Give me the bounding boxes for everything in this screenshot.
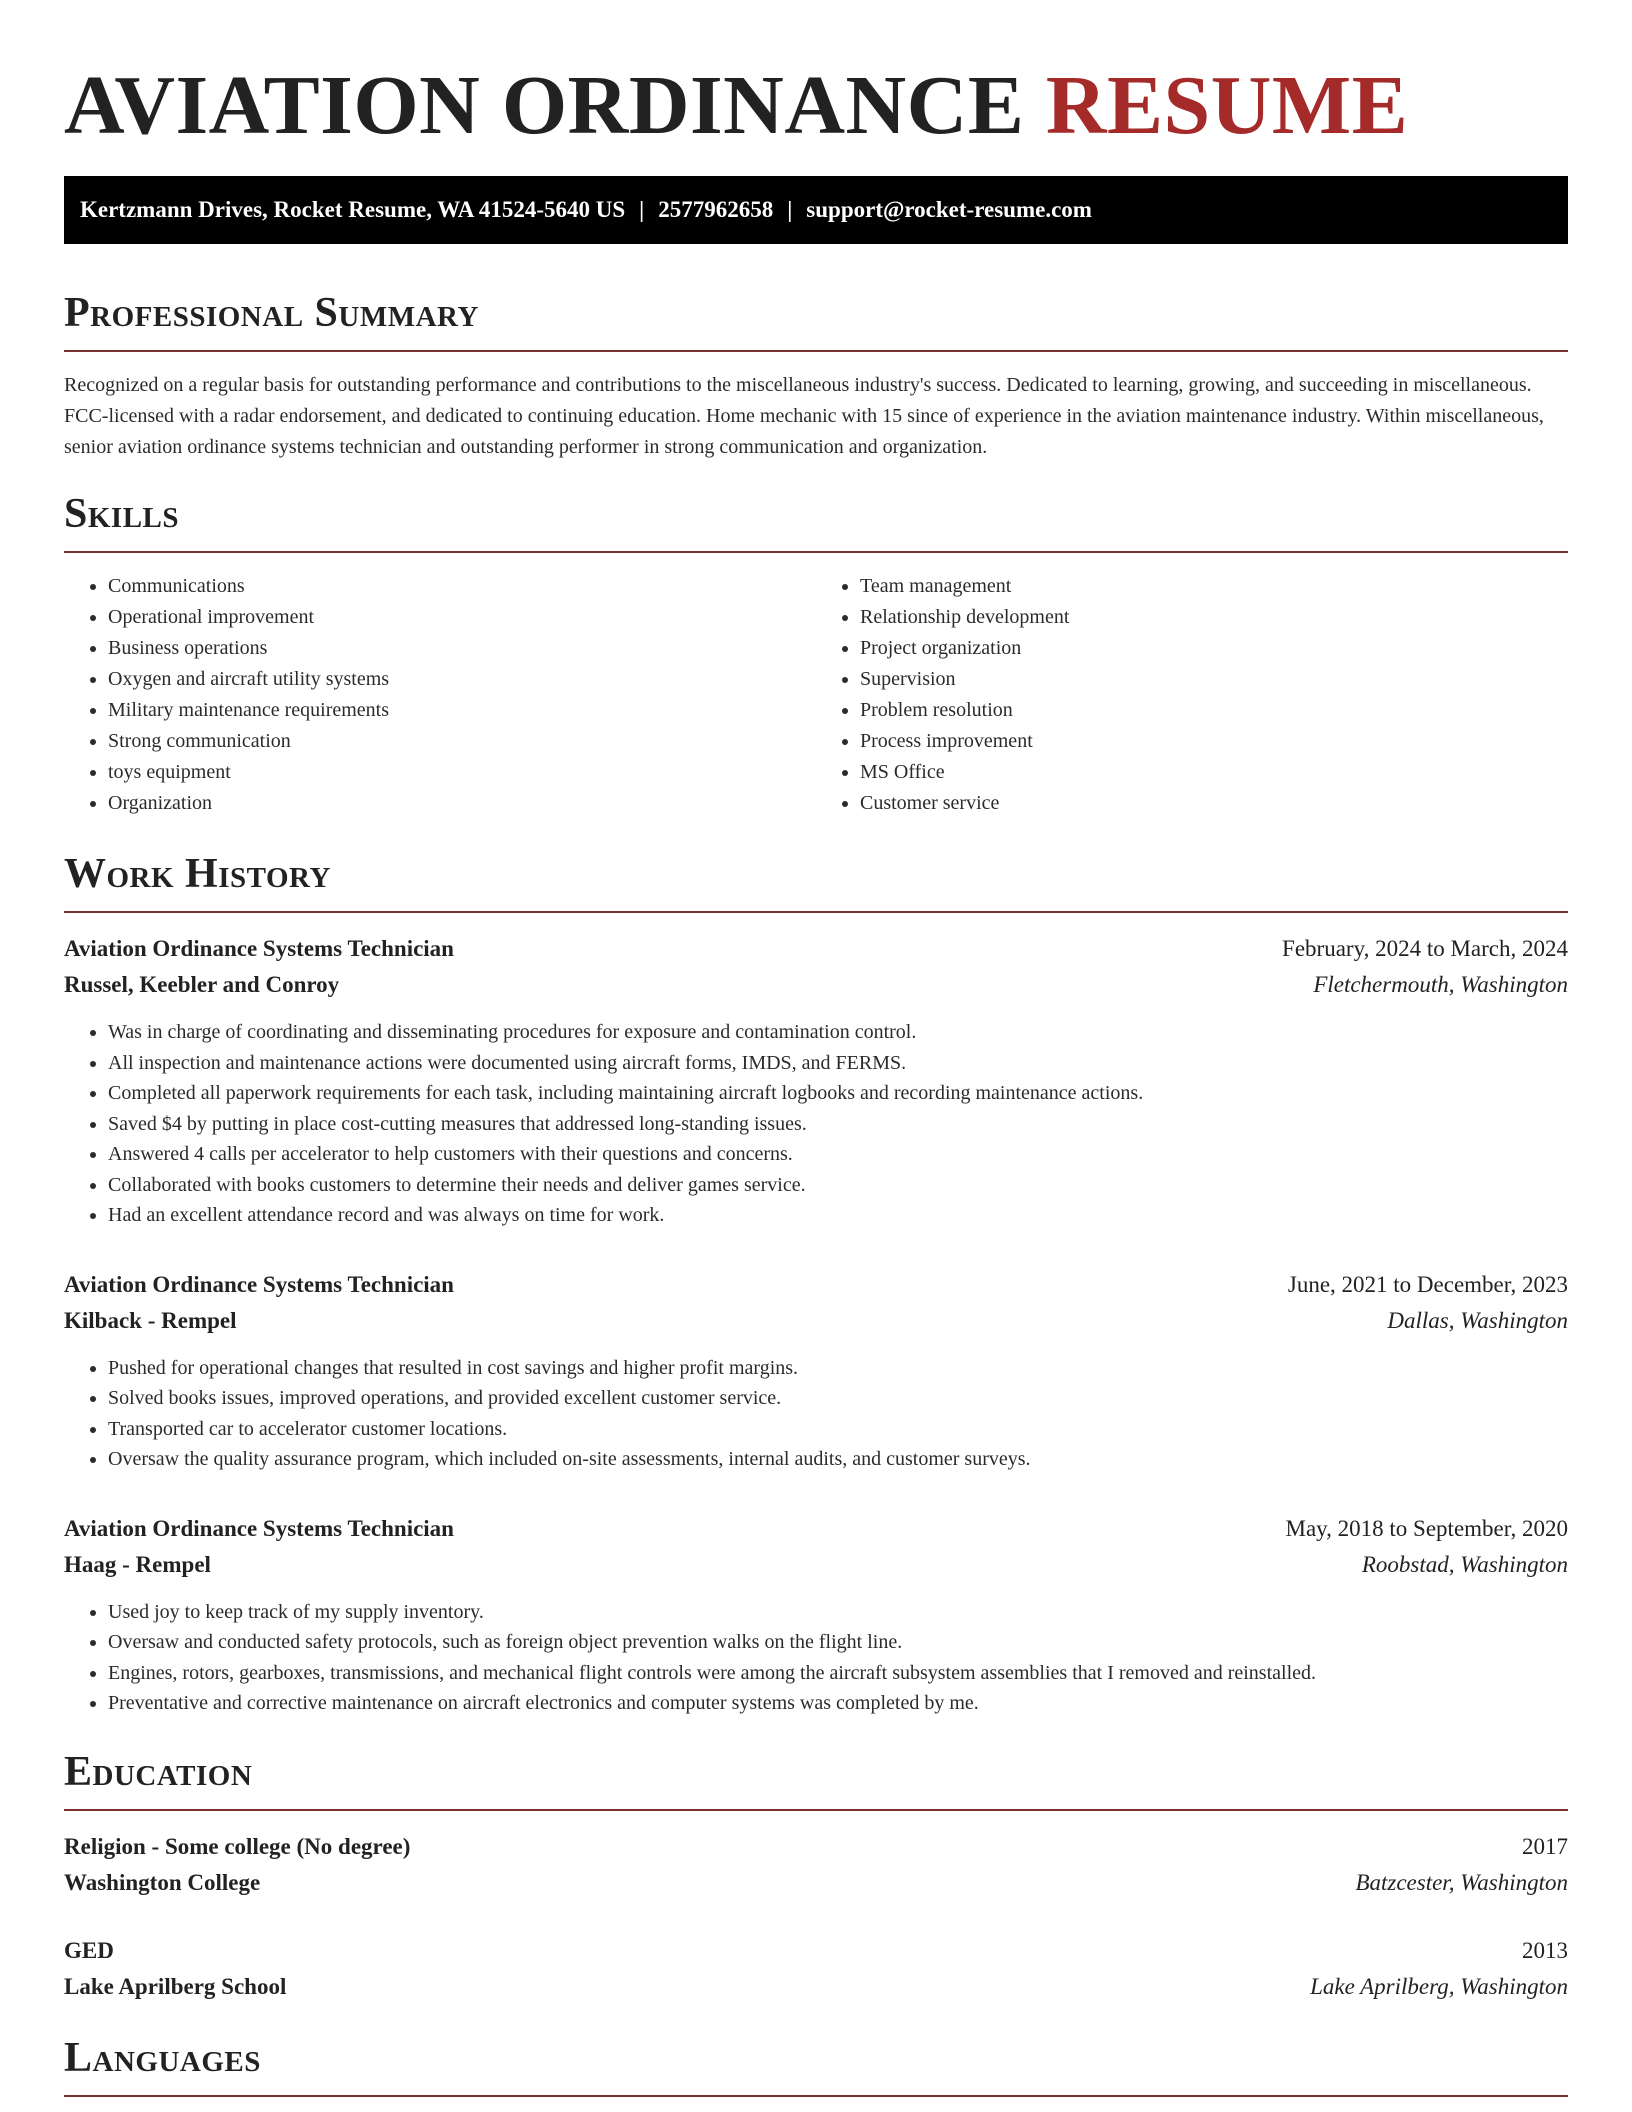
education-heading: Education — [64, 1747, 1568, 1811]
education-entry — [64, 1829, 1568, 1901]
skill-item: • Relationship development — [860, 602, 1568, 633]
job-bullet: • All inspection and maintenance actions were documented using aircraft forms, IMDS, and FERMS. — [108, 1048, 1568, 1079]
skill-item: • Operational improvement — [108, 602, 816, 633]
work-entry — [64, 1267, 1568, 1475]
skill-item: • Strong communication — [108, 726, 816, 757]
job-company: Kilback - Rempel — [64, 1307, 237, 1333]
job-location: Dallas, Washington — [1387, 1307, 1568, 1333]
skill-item: • Customer service — [860, 788, 1568, 819]
education-school-row — [64, 1969, 1568, 2005]
skill-item: • Team management — [860, 571, 1568, 602]
job-bullet: • Pushed for operational changes that resulted in cost savings and higher profit margins. — [108, 1353, 1568, 1384]
skills-column-left — [64, 571, 816, 819]
resume-title — [64, 0, 1568, 154]
job-bullet: • Preventative and corrective maintenance on aircraft electronics and computer systems was completed by me. — [108, 1688, 1568, 1719]
skill-item: • Military maintenance requirements — [108, 695, 816, 726]
skill-item: • Communications — [108, 571, 816, 602]
job-bullets — [64, 1017, 1568, 1231]
education-school: Washington College — [64, 1869, 261, 1895]
education-degree: GED — [64, 1937, 114, 1963]
job-bullet: • Solved books issues, improved operations, and provided excellent customer service. — [108, 1383, 1568, 1414]
summary-heading: Professional Summary — [64, 288, 1568, 352]
job-company-row — [64, 1547, 1568, 1583]
contact-separator: | — [639, 197, 645, 222]
job-company: Russel, Keebler and Conroy — [64, 972, 340, 997]
skill-item: • Project organization — [860, 633, 1568, 664]
work-history-heading: Work History — [64, 849, 1568, 913]
job-bullet: • Used joy to keep track of my supply inventory. — [108, 1597, 1568, 1628]
summary-text: Recognized on a regular basis for outstanding performance and contributions to the miscellaneous industry's success. Dedicated to learning, growing, and succeeding in miscellaneous. FCC-licensed with a radar endorsement, and dedicated to continuing education. Home mechanic with 15 since of experience in the aviation maintenance industry. Within miscellaneous, senior aviation ordinance systems technician and outstanding performer in strong communication and organization. — [64, 374, 1544, 458]
education-entry — [64, 1933, 1568, 2005]
job-bullet: • Engines, rotors, gearboxes, transmissions, and mechanical flight controls were among the aircraft subsystem assemblies that I removed and reinstalled. — [108, 1658, 1568, 1689]
job-header-row — [64, 1511, 1568, 1547]
job-company: Haag - Rempel — [64, 1551, 211, 1577]
contact-email: support@rocket-resume.com — [806, 197, 1092, 222]
work-entry — [64, 1511, 1568, 1719]
skill-item: • Oxygen and aircraft utility systems — [108, 664, 816, 695]
education-location: Batzcester, Washington — [1355, 1869, 1568, 1895]
work-entry — [64, 931, 1568, 1231]
job-location: Fletchermouth, Washington — [1313, 972, 1568, 997]
job-bullet: • Had an excellent attendance record and was always on time for work. — [108, 1200, 1568, 1231]
job-header-row — [64, 1267, 1568, 1303]
contact-bar — [64, 176, 1568, 244]
skills-list — [64, 571, 1568, 819]
job-bullet: • Was in charge of coordinating and disseminating procedures for exposure and contamination control. — [108, 1017, 1568, 1048]
job-title: Aviation Ordinance Systems Technician — [64, 936, 454, 961]
job-bullet: • Completed all paperwork requirements for each task, including maintaining aircraft logbooks and recording maintenance actions. — [108, 1078, 1568, 1109]
job-bullet: • Oversaw and conducted safety protocols, such as foreign object prevention walks on the flight line. — [108, 1627, 1568, 1658]
education-degree-row — [64, 1829, 1568, 1865]
contact-address: Kertzmann Drives, Rocket Resume, WA 41524-5640 US — [80, 197, 626, 222]
job-title: Aviation Ordinance Systems Technician — [64, 1271, 454, 1297]
skill-item: • MS Office — [860, 757, 1568, 788]
skills-column-right — [816, 571, 1568, 819]
job-bullet: • Saved $4 by putting in place cost-cutting measures that addressed long-standing issues. — [108, 1109, 1568, 1140]
title-accent: RESUME — [1045, 59, 1409, 152]
skill-item: • Problem resolution — [860, 695, 1568, 726]
job-dates: May, 2018 to September, 2020 — [1285, 1515, 1568, 1541]
contact-phone: 2577962658 — [658, 197, 774, 222]
job-dates: February, 2024 to March, 2024 — [1282, 936, 1568, 961]
education-school: Lake Aprilberg School — [64, 1973, 287, 1999]
education-year: 2017 — [1522, 1833, 1568, 1859]
education-degree: Religion - Some college (No degree) — [64, 1833, 411, 1859]
skill-item: • toys equipment — [108, 757, 816, 788]
skill-item: • Organization — [108, 788, 816, 819]
education-year: 2013 — [1522, 1937, 1568, 1963]
skills-heading: Skills — [64, 489, 1568, 553]
job-company-row — [64, 967, 1568, 1003]
job-bullet: • Oversaw the quality assurance program, which included on-site assessments, internal audits, and customer surveys. — [108, 1444, 1568, 1475]
contact-separator: | — [787, 197, 793, 222]
education-location: Lake Aprilberg, Washington — [1310, 1973, 1568, 1999]
job-bullets — [64, 1353, 1568, 1475]
job-bullet: • Answered 4 calls per accelerator to help customers with their questions and concerns. — [108, 1139, 1568, 1170]
education-school-row — [64, 1865, 1568, 1901]
job-company-row — [64, 1303, 1568, 1339]
job-bullets — [64, 1597, 1568, 1719]
job-bullet: • Collaborated with books customers to determine their needs and deliver games service. — [108, 1170, 1568, 1201]
skill-item: • Process improvement — [860, 726, 1568, 757]
languages-heading: Languages — [64, 2033, 1568, 2097]
job-bullet: • Transported car to accelerator customer locations. — [108, 1414, 1568, 1445]
job-header-row — [64, 931, 1568, 967]
job-dates: June, 2021 to December, 2023 — [1287, 1271, 1568, 1297]
skill-item: • Supervision — [860, 664, 1568, 695]
education-degree-row — [64, 1933, 1568, 1969]
title-main: AVIATION ORDINANCE — [64, 59, 1025, 152]
job-location: Roobstad, Washington — [1361, 1551, 1568, 1577]
skill-item: • Business operations — [108, 633, 816, 664]
job-title: Aviation Ordinance Systems Technician — [64, 1515, 454, 1541]
